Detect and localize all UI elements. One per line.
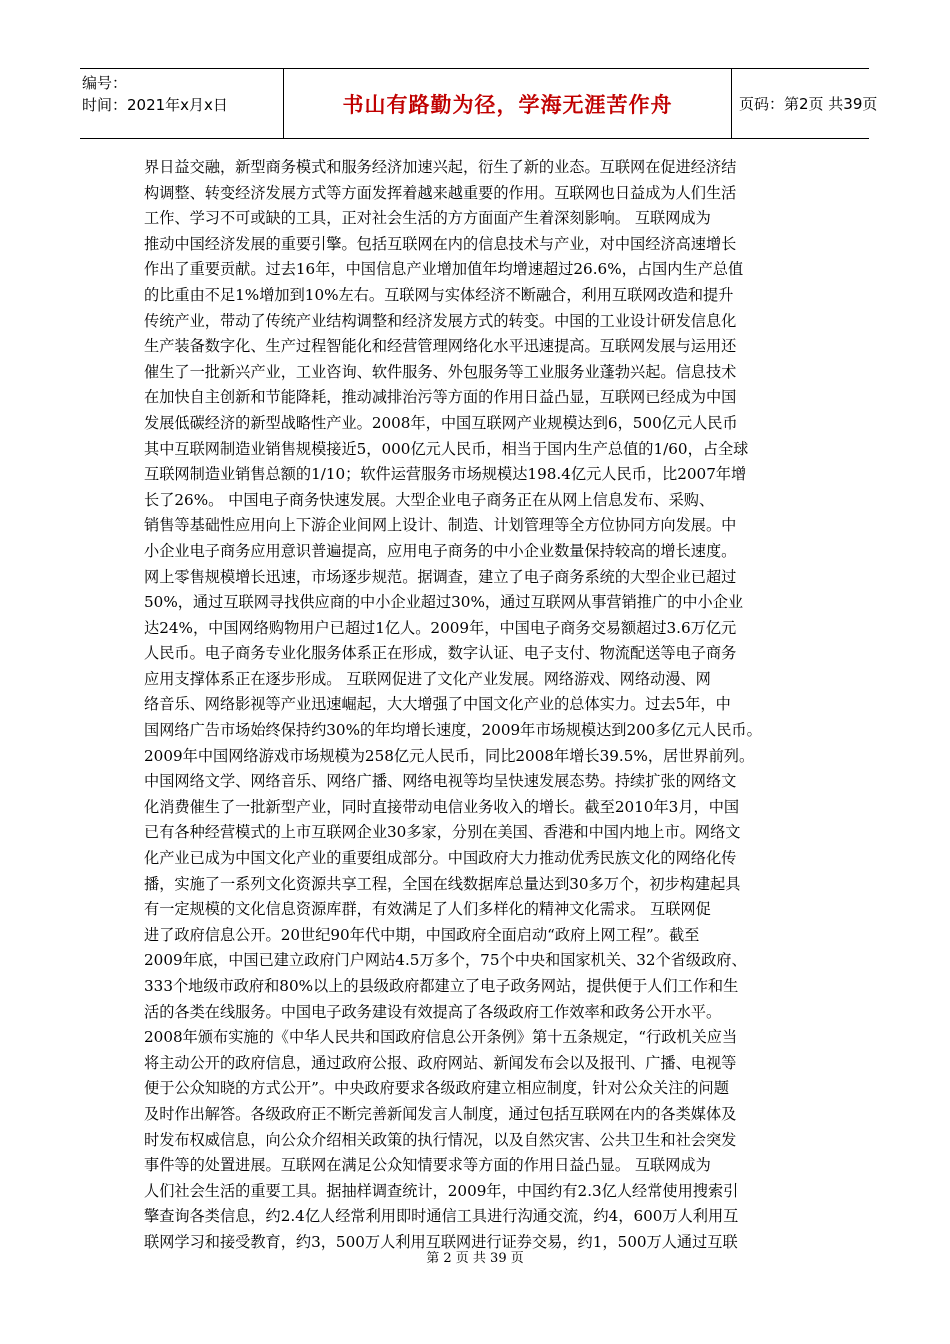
- page-footer: 第 2 页 共 39 页: [426, 1251, 524, 1266]
- text-line: 人民币。电子商务专业化服务体系正在形成，数字认证、电子支付、物流配送等电子商务: [144, 644, 737, 663]
- text-line: 播，实施了一系列文化资源共享工程，全国在线数据库总量达到30多万个，初步构建起具: [144, 874, 741, 893]
- header-meta: [80, 69, 283, 138]
- text-line: 生产装备数字化、生产过程智能化和经营管理网络化水平迅速提高。互联网发展与运用还: [144, 337, 737, 356]
- text-line: 擎查询各类信息，约2.4亿人经常利用即时通信工具进行沟通交流，约4，600万人利用互: [144, 1207, 739, 1226]
- text-line: 便于公众知晓的方式公开”。中央政府要求各级政府建立相应制度，针对公众关注的问题: [144, 1079, 729, 1098]
- text-line: 作出了重要贡献。过去16年，中国信息产业增加值年均增速超过26.6%，占国内生产总值: [144, 260, 744, 279]
- time-label: 时间：2021年x月x日: [82, 96, 228, 114]
- text-line: 国网络广告市场始终保持约30%的年均增长速度，2009年市场规模达到200多亿元人民币。: [144, 721, 762, 740]
- page-header: [80, 68, 878, 139]
- text-line: 小企业电子商务应用意识普遍提高，应用电子商务的中小企业数量保持较高的增长速度。: [144, 541, 737, 560]
- header-motto: 书山有路勤为径，学海无涯苦作舟: [283, 69, 732, 138]
- text-line: 其中互联网制造业销售规模接近5，000亿元人民币，相当于国内生产总值的1/60，占全球: [144, 439, 749, 458]
- text-line: 有一定规模的文化信息资源库群，有效满足了人们多样化的精神文化需求。 互联网促: [144, 900, 711, 919]
- text-line: 进了政府信息公开。20世纪90年代中期，中国政府全面启动“政府上网工程”。截至: [144, 925, 700, 944]
- text-line: 的比重由不足1%增加到10%左右。互联网与实体经济不断融合，利用互联网改造和提升: [144, 285, 734, 304]
- text-line: 中国网络文学、网络音乐、网络广播、网络电视等均呈快速发展态势。持续扩张的网络文: [144, 772, 737, 791]
- text-line: 达24%，中国网络购物用户已超过1亿人。2009年，中国电子商务交易额超过3.6万亿元: [144, 618, 737, 637]
- text-line: 互联网制造业销售总额的1/10；软件运营服务市场规模达198.4亿元人民币，比2007年增: [144, 465, 747, 484]
- header-page-info: 页码：第2页 共39页: [739, 95, 878, 113]
- text-line: 构调整、转变经济发展方式等方面发挥着越来越重要的作用。互联网也日益成为人们生活: [144, 183, 737, 202]
- text-line: 传统产业，带动了传统产业结构调整和经济发展方式的转变。中国的工业设计研发信息化: [144, 311, 737, 330]
- text-line: 333个地级市政府和80%以上的县级政府都建立了电子政务网站，提供便于人们工作和生: [144, 977, 739, 995]
- text-line: 50%，通过互联网寻找供应商的中小企业超过30%，通过互联网从事营销推广的中小企业: [144, 593, 744, 612]
- text-line: 化消费催生了一批新型产业，同时直接带动电信业务收入的增长。截至2010年3月，中国: [144, 797, 740, 816]
- text-line: 事件等的处置进展。互联网在满足公众知情要求等方面的作用日益凸显。 互联网成为: [144, 1156, 711, 1175]
- text-line: 2008年颁布实施的《中华人民共和国政府信息公开条例》第十五条规定，“行政机关应当: [144, 1028, 738, 1047]
- text-line: 应用支撑体系正在逐步形成。 互联网促进了文化产业发展。网络游戏、网络动漫、网: [144, 669, 711, 688]
- text-line: 催生了一批新兴产业，工业咨询、软件服务、外包服务等工业服务业蓬勃兴起。信息技术: [144, 362, 737, 381]
- text-line: 2009年中国网络游戏市场规模为258亿元人民币，同比2008年增长39.5%，居世界前列。: [144, 746, 755, 765]
- text-line: 网上零售规模增长迅速，市场逐步规范。据调查，建立了电子商务系统的大型企业已超过: [144, 567, 737, 586]
- text-line: 化产业已成为中国文化产业的重要组成部分。中国政府大力推动优秀民族文化的网络化传: [144, 849, 737, 868]
- text-line: 2009年底，中国已建立政府门户网站4.5万多个，75个中央和国家机关、32个省级政府、: [144, 951, 747, 970]
- text-line: 长了26%。 中国电子商务快速发展。大型企业电子商务正在从网上信息发布、采购、: [144, 490, 715, 509]
- text-line: 推动中国经济发展的重要引擎。包括互联网在内的信息技术与产业，对中国经济高速增长: [144, 234, 737, 253]
- text-line: 销售等基础性应用向上下游企业间网上设计、制造、计划管理等全方位协同方向发展。中: [144, 516, 737, 535]
- text-line: 发展低碳经济的新型战略性产业。2008年，中国互联网产业规模达到6，500亿元人民币: [144, 413, 738, 432]
- number-label: 编号：: [82, 74, 128, 92]
- text-line: 已有各种经营模式的上市互联网企业30多家，分别在美国、香港和中国内地上市。网络文: [144, 823, 741, 842]
- text-line: 将主动公开的政府信息，通过政府公报、政府网站、新闻发布会以及报刊、广播、电视等: [144, 1053, 737, 1072]
- text-line: 络音乐、网络影视等产业迅速崛起，大大增强了中国文化产业的总体实力。过去5年，中: [144, 695, 731, 714]
- text-line: 时发布权威信息，向公众介绍相关政策的执行情况，以及自然灾害、公共卫生和社会突发: [144, 1130, 737, 1149]
- text-line: 人们社会生活的重要工具。据抽样调查统计，2009年，中国约有2.3亿人经常使用搜索引: [144, 1181, 739, 1200]
- text-line: 工作、学习不可或缺的工具，正对社会生活的方方面面产生着深刻影响。 互联网成为: [144, 209, 711, 228]
- text-line: 在加快自主创新和节能降耗，推动减排治污等方面的作用日益凸显，互联网已经成为中国: [144, 388, 737, 407]
- text-line: 及时作出解答。各级政府正不断完善新闻发言人制度，通过包括互联网在内的各类媒体及: [144, 1104, 737, 1123]
- body-text: [144, 155, 810, 1256]
- text-line: 联网学习和接受教育，约3，500万人利用互联网进行证券交易，约1，500万人通过互联: [144, 1232, 738, 1251]
- text-line: 界日益交融，新型商务模式和服务经济加速兴起，衍生了新的业态。互联网在促进经济结: [144, 158, 737, 176]
- text-line: 活的各类在线服务。中国电子政务建设有效提高了各级政府工作效率和政务公开水平。: [144, 1002, 722, 1021]
